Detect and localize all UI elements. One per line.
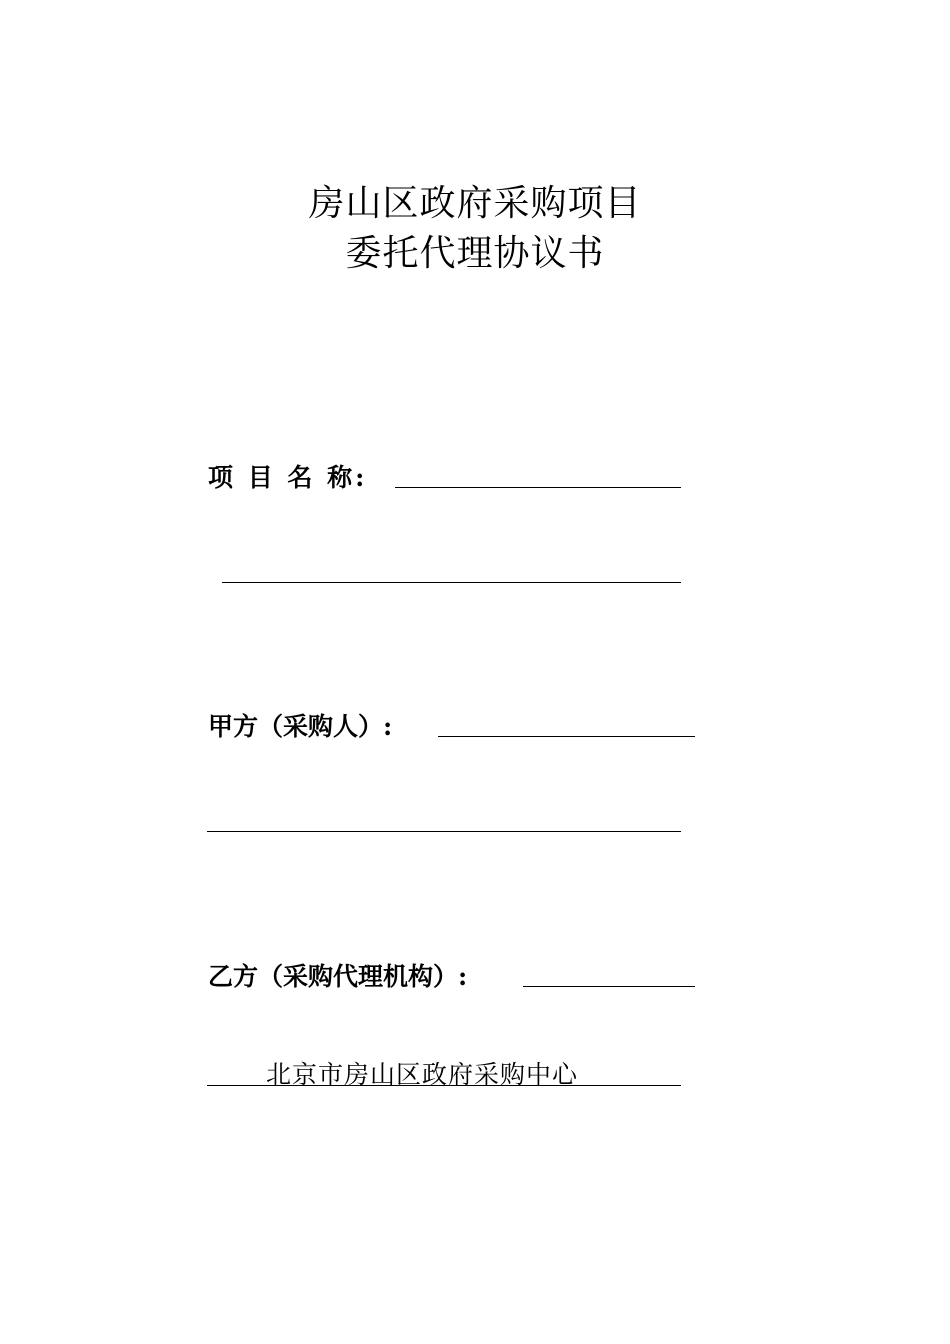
party-a-blank-line-1[interactable] — [438, 736, 695, 737]
party-b-label: 乙方（采购代理机构）: — [208, 962, 468, 991]
project-name-blank-line-1[interactable] — [395, 487, 681, 488]
party-a-blank-line-2[interactable] — [207, 831, 681, 832]
party-a-label: 甲方（采购人）: — [208, 712, 393, 741]
party-b-value: 北京市房山区政府采购中心 — [266, 1060, 579, 1089]
project-name-blank-line-2[interactable] — [222, 582, 681, 583]
party-b-blank-line-2[interactable] — [207, 1085, 681, 1086]
project-name-label: 项 目 名 称: — [208, 463, 368, 492]
document-title-line-1: 房山区政府采购项目 — [308, 183, 642, 224]
party-b-blank-line-1[interactable] — [523, 986, 695, 987]
document-title-line-2: 委托代理协议书 — [345, 233, 605, 274]
